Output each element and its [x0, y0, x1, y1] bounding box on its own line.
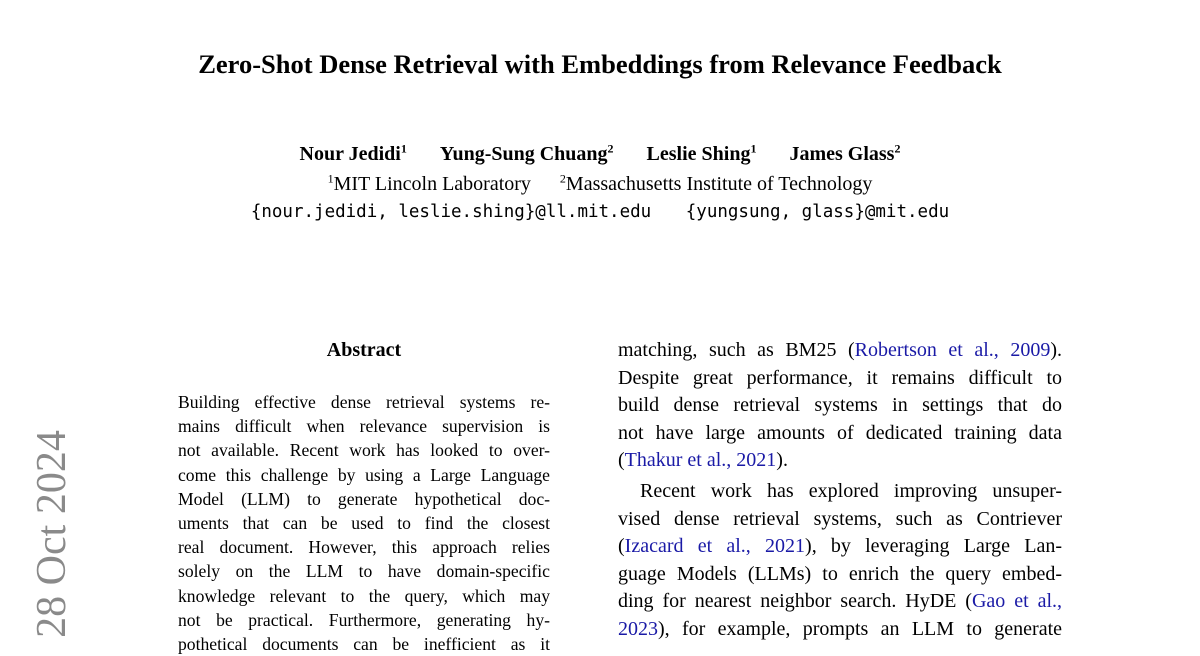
affiliation-name: MIT Lincoln Laboratory	[333, 173, 531, 195]
citation-link[interactable]: Thakur et al., 2021	[624, 449, 777, 471]
citation-link[interactable]: Robertson et al., 2009	[854, 339, 1051, 361]
body-line	[618, 533, 1062, 561]
abstract-line: uments that can be used to find the closest	[178, 512, 550, 533]
body-line: not have large amounts of dedicated training data	[618, 421, 1062, 444]
affiliation-marker: 1	[750, 141, 757, 156]
body-line: guage Models (LLMs) to enrich the query embed-	[618, 562, 1062, 585]
affiliation-number: 1	[327, 171, 334, 186]
body-text-segment: ding for nearest neighbor search. HyDE (	[618, 590, 972, 612]
author	[440, 143, 614, 165]
abstract-line: come this challenge by using a Large Language	[178, 464, 550, 485]
body-text-segment: ), by leveraging Large Lan-	[805, 535, 1062, 557]
body-text-segment: ), for example, prompts an LLM to generate	[658, 617, 1062, 640]
paper-title: Zero-Shot Dense Retrieval with Embeddings from Relevance Feedback	[198, 49, 1002, 79]
abstract-line: Model (LLM) to generate hypothetical doc-	[178, 488, 550, 509]
citation-link[interactable]: 2023	[618, 617, 658, 640]
affiliation-marker: 2	[607, 141, 614, 156]
body-text-segment: ).	[1050, 339, 1062, 361]
abstract-line: not available. Recent work has looked to over-	[178, 440, 550, 461]
author	[300, 143, 407, 165]
affiliation-marker: 1	[400, 141, 407, 156]
author-name: James Glass	[789, 143, 895, 165]
abstract-line: pothetical documents can be inefficient as it	[178, 633, 550, 654]
body-text-segment: matching, such as BM25 (	[618, 339, 855, 361]
abstract-text	[178, 390, 550, 656]
author	[647, 143, 757, 165]
body-line	[618, 337, 1062, 365]
author-name: Yung-Sung Chuang	[439, 143, 608, 165]
author-name: Leslie Shing	[646, 143, 751, 165]
author-list	[0, 140, 1200, 168]
body-line	[618, 616, 1062, 644]
body-text-segment: ).	[776, 449, 788, 471]
affiliation	[328, 173, 531, 195]
affiliation	[560, 173, 873, 195]
abstract-line: solely on the LLM to have domain-specific	[178, 561, 550, 582]
email-list	[0, 199, 1200, 225]
affiliation-number: 2	[559, 171, 566, 186]
affiliation-marker: 2	[894, 141, 901, 156]
abstract-line: real document. However, this approach relies	[178, 537, 550, 558]
email-address: {nour.jedidi, leslie.shing}@ll.mit.edu	[250, 202, 652, 222]
author-name: Nour Jedidi	[299, 143, 401, 165]
abstract-line: mains difficult when relevance supervision is	[178, 416, 550, 437]
body-text	[618, 337, 1062, 643]
abstract-line: Building effective dense retrieval systems re-	[178, 392, 550, 412]
body-line: Recent work has explored improving unsuper-	[640, 480, 1062, 502]
body-text-segment: (	[618, 449, 625, 471]
citation-link[interactable]: Izacard et al., 2021	[624, 535, 806, 557]
abstract-line: not be practical. Furthermore, generating hy-	[178, 609, 550, 630]
affiliation-list	[0, 170, 1200, 198]
email-address: {yungsung, glass}@mit.edu	[685, 202, 950, 222]
citation-link[interactable]: Gao et al.,	[971, 590, 1062, 612]
body-line: Despite great performance, it remains difficult to	[618, 366, 1062, 389]
affiliation-name: Massachusetts Institute of Technology	[565, 173, 873, 195]
body-line: vised dense retrieval systems, such as Contriever	[618, 507, 1062, 530]
body-line	[618, 588, 1062, 616]
abstract-heading: Abstract	[326, 339, 402, 361]
arxiv-date-stamp: 28 Oct 2024	[29, 430, 75, 638]
body-line	[618, 447, 1062, 475]
abstract-line: knowledge relevant to the query, which may	[178, 585, 550, 606]
body-line: build dense retrieval systems in settings that do	[618, 394, 1062, 416]
author	[789, 143, 900, 165]
body-text-segment: (	[618, 535, 625, 557]
